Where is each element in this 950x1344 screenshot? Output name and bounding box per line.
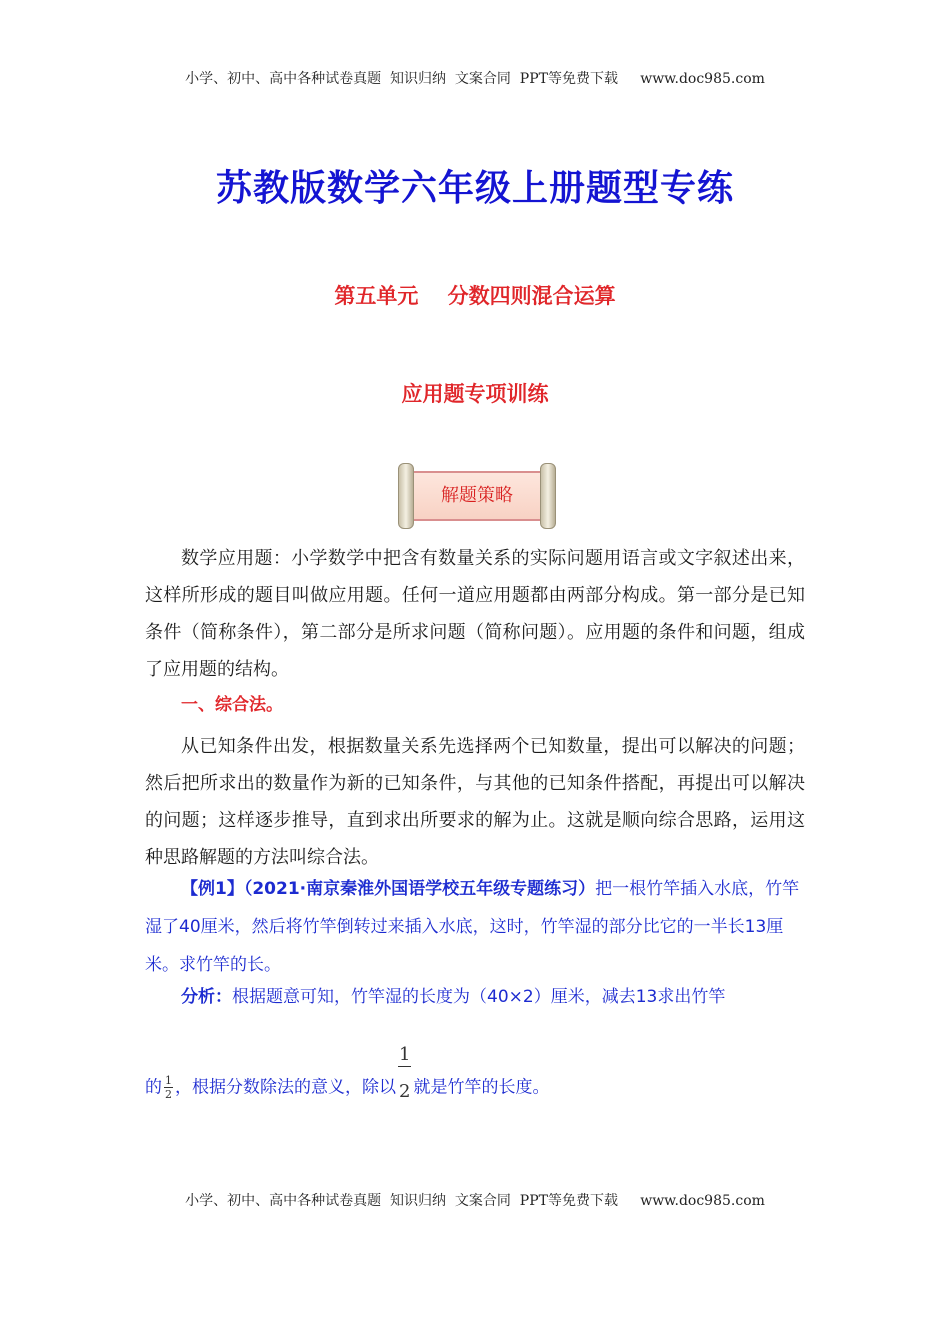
example-tag: 【例1】（2021·南京秦淮外国语学校五年级专题练习） [181, 879, 596, 899]
analysis-line2-c: 就是竹竿的长度。 [413, 1077, 550, 1098]
unit-title: 第五单元 分数四则混合运算 [334, 284, 616, 308]
analysis [181, 982, 805, 1012]
method-paragraph: 从已知条件出发，根据数量关系先选择两个已知数量，提出可以解决的问题；然后把所求出的数量作为新的已知条件，与其他的已知条件搭配，再提出可以解决的问题；这样逐步推导，直到求出所要求的解为止。这就是顺向综合思路，运用这种思路解题的方法叫综合法。 [145, 736, 805, 868]
banner-label: 解题策略 [441, 485, 513, 506]
strategy-banner [398, 463, 556, 529]
analysis-line2-a: 的 [145, 1077, 162, 1098]
scroll-roll-right-icon [540, 463, 556, 529]
analysis-text: 根据题意可知，竹竿湿的长度为（40×2）厘米，减去13求出竹竿 [232, 987, 726, 1007]
section-heading: 一、综合法。 [181, 695, 283, 715]
page-footer: 小学、初中、高中各种试卷真题 知识归纳 文案合同 PPT等免费下载 www.doc985.com [185, 1193, 765, 1209]
intro-paragraph: 数学应用题：小学数学中把含有数量关系的实际问题用语言或文字叙述出来，这样所形成的题目叫做应用题。任何一道应用题都由两部分构成。第一部分是已知条件（简称条件），第二部分是所求问题（简称问题）。应用题的条件和问题，组成了应用题的结构。 [145, 548, 805, 680]
analysis-line2-b: ，根据分数除法的意义，除以 [175, 1077, 396, 1098]
example-1 [145, 870, 805, 984]
analysis-tag: 分析： [181, 987, 232, 1007]
sub-title: 应用题专项训练 [401, 382, 549, 406]
fraction-half: $\frac{1}{2}$ [165, 1074, 172, 1101]
page-header: 小学、初中、高中各种试卷真题 知识归纳 文案合同 PPT等免费下载 www.doc985.com [185, 71, 765, 87]
analysis-line-2 [145, 1044, 550, 1102]
fraction-half-large: $\frac{1}{2}$ [399, 1044, 411, 1102]
document-title: 苏教版数学六年级上册题型专练 [215, 168, 734, 209]
example-text: 把一根竹竿插入水底，竹竿湿了40厘米，然后将竹竿倒转过来插入水底，这时，竹竿湿的部分比它的一半长13厘米。求竹竿的长。 [145, 879, 800, 975]
